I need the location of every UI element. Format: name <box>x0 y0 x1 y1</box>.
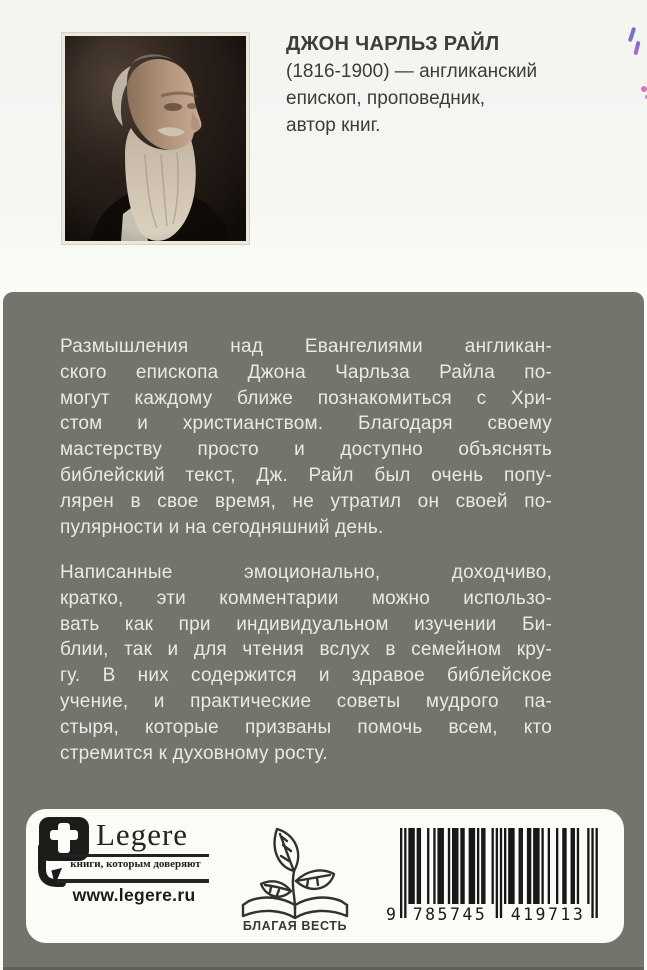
pen-mark <box>633 41 640 56</box>
legere-website: www.legere.ru <box>72 885 196 905</box>
annotation-paragraph <box>60 334 552 540</box>
blagaya-vest-logo <box>237 817 353 935</box>
barcode-digit-group: 9 <box>386 905 396 924</box>
legere-tagline: книги, которым доверяют <box>70 858 201 870</box>
portrait-photo <box>62 33 249 244</box>
author-name: ДЖОН ЧАРЛЬЗ РАЙЛ <box>286 33 500 55</box>
author-info <box>286 31 586 139</box>
legere-brand: Legere <box>96 817 189 852</box>
pen-mark <box>641 86 647 92</box>
annotation-line: могут каждому ближе познакомиться с Хри- <box>60 387 552 409</box>
annotation-line: стыря, которые призваны помочь всем, кто <box>60 716 552 738</box>
annotation-line: учение, и практические советы мудрого па- <box>60 690 552 712</box>
annotation-line: лярен в свое время, не утратил он своей по- <box>60 490 552 512</box>
author-bio-line: епископ, проповедник, <box>286 88 485 109</box>
annotation-line: пулярности и на сегодняшний день. <box>60 516 384 538</box>
barcode-digit-group: 419713 <box>510 905 586 924</box>
annotation-line: кратко, эти комментарии можно использо- <box>60 587 552 609</box>
annotation-line: Размышления над Евангелиями англикан- <box>60 336 552 357</box>
legere-logo <box>36 809 216 925</box>
divider <box>57 879 209 883</box>
annotation-paragraph <box>60 560 552 766</box>
annotation-line: блии, так и для чтения вслух в семейном кру- <box>60 639 552 661</box>
barcode-digit-group: 785745 <box>412 905 488 924</box>
annotation-line: ского епископа Джона Чарльза Райла по- <box>60 361 552 383</box>
annotation-line: стремится к духовному росту. <box>60 742 328 764</box>
publisher-strip <box>26 809 624 943</box>
portrait-image <box>65 36 246 241</box>
plant-book-icon <box>237 819 353 921</box>
pen-mark <box>628 27 636 43</box>
annotation-line: мастерству просто и доступно объяснять <box>60 439 552 461</box>
barcode <box>386 828 600 930</box>
annotation-line: стом и христианством. Благодаря своему <box>60 413 552 435</box>
annotation-line: Написанные эмоционально, доходчиво, <box>60 562 552 583</box>
annotation-line: вать как при индивидуальном изучении Би- <box>60 613 552 635</box>
publisher-name: БЛАГАЯ ВЕСТЬ <box>242 919 348 933</box>
divider <box>62 854 209 857</box>
author-bio-line: автор книг. <box>286 115 381 136</box>
author-bio-line: (1816-1900) — англиканский <box>286 61 538 82</box>
annotation-line: гу. В них содержится и здравое библейское <box>60 665 552 687</box>
annotation-line: библейский текст, Дж. Райл был очень попу- <box>60 464 552 486</box>
